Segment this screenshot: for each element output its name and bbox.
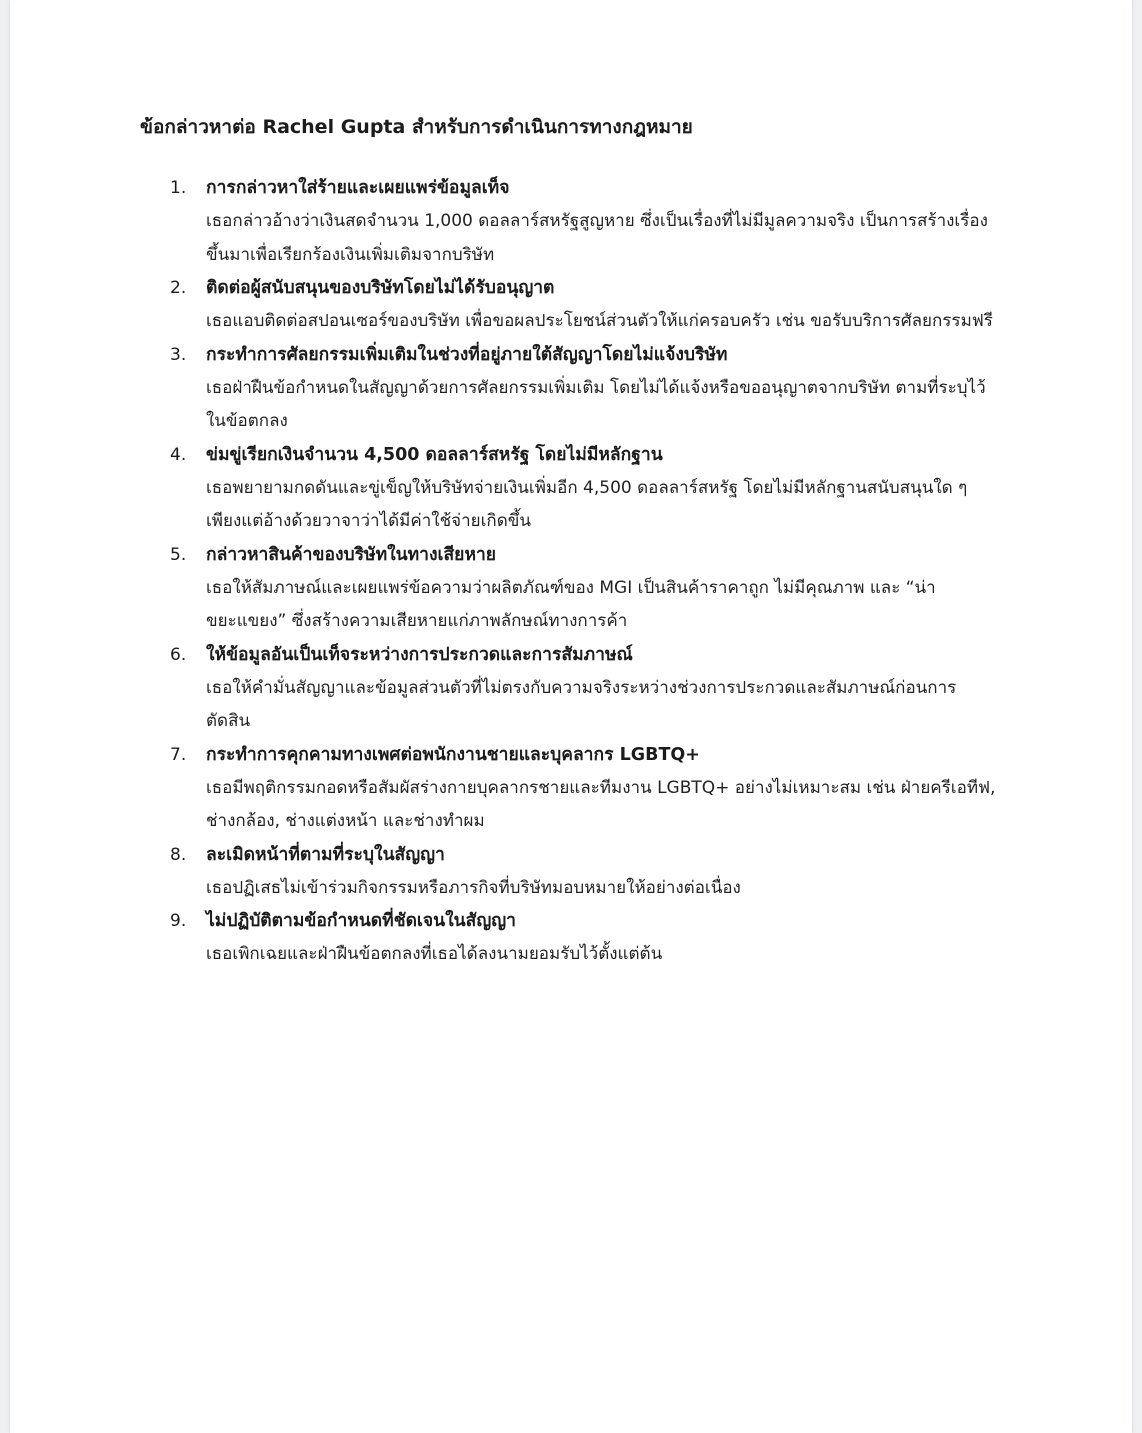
item-body: เธอให้สัมภาษณ์และเผยแพร่ข้อความว่าผลิตภัณฑ์ของ MGI เป็นสินค้าราคาถูก ไม่มีคุณภาพ และ “น่าขยะแขยง” ซึ่งสร้างความเสียหายแก่ภาพลักษณ์ทางการค้า — [206, 577, 936, 631]
item-body: เธอฝ่าฝืนข้อกำหนดในสัญญาด้วยการศัลยกรรมเพิ่มเติม โดยไม่ได้แจ้งหรือขออนุญาตจากบริษัท ตามที่ระบุไว้ในข้อตกลง — [206, 377, 986, 431]
allegation-item — [140, 639, 1000, 739]
item-heading: ละเมิดหน้าที่ตามที่ระบุในสัญญา — [206, 844, 445, 865]
allegation-item — [140, 339, 1000, 439]
item-number: 9. — [170, 911, 187, 931]
item-body: เธอเพิกเฉยและฝ่าฝืนข้อตกลงที่เธอได้ลงนามยอมรับไว้ตั้งแต่ต้น — [206, 944, 663, 964]
allegation-item — [140, 439, 1000, 539]
item-body: เธอมีพฤติกรรมกอดหรือสัมผัสร่างกายบุคลากรชายและทีมงาน LGBTQ+ อย่างไม่เหมาะสม เช่น ฝ่ายครีเอทีฟ, ช่างกล้อง, ช่างแต่งหน้า และช่างทำผม — [206, 777, 996, 831]
item-number: 5. — [170, 544, 187, 565]
allegation-item — [140, 272, 1000, 339]
item-heading: กระทำการศัลยกรรมเพิ่มเติมในช่วงที่อยู่ภายใต้สัญญาโดยไม่แจ้งบริษัท — [206, 344, 728, 365]
allegation-list — [140, 172, 1000, 972]
document-page — [10, 0, 1132, 1433]
item-heading: ให้ข้อมูลอันเป็นเท็จระหว่างการประกวดและการสัมภาษณ์ — [206, 644, 633, 665]
item-number: 4. — [170, 444, 187, 465]
document-content — [140, 110, 1000, 972]
item-heading: กระทำการคุกคามทางเพศต่อพนักงานชายและบุคลากร LGBTQ+ — [206, 744, 700, 765]
allegation-item — [140, 739, 1000, 839]
item-number: 7. — [170, 744, 187, 765]
item-heading: การกล่าวหาใส่ร้ายและเผยแพร่ข้อมูลเท็จ — [206, 178, 510, 198]
item-number: 3. — [170, 344, 187, 365]
item-body: เธอกล่าวอ้างว่าเงินสดจำนวน 1,000 ดอลลาร์สหรัฐสูญหาย ซึ่งเป็นเรื่องที่ไม่มีมูลความจริง เป็นการสร้างเรื่องขึ้นมาเพื่อเรียกร้องเงินเพิ่มเติมจากบริษัท — [206, 211, 988, 265]
item-body: เธอแอบติดต่อสปอนเซอร์ของบริษัท เพื่อขอผลประโยชน์ส่วนตัวให้แก่ครอบครัว เช่น ขอรับบริการศัลยกรรมฟรี — [206, 311, 993, 331]
item-heading: ติดต่อผู้สนับสนุนของบริษัทโดยไม่ได้รับอนุญาต — [206, 278, 555, 298]
item-heading: ไม่ปฏิบัติตามข้อกำหนดที่ชัดเจนในสัญญา — [206, 911, 516, 931]
allegation-item — [140, 539, 1000, 639]
item-number: 2. — [170, 278, 187, 298]
document-title: ข้อกล่าวหาต่อ Rachel Gupta สำหรับการดำเนินการทางกฎหมาย — [140, 116, 693, 138]
allegation-item — [140, 839, 1000, 906]
allegation-item — [140, 172, 1000, 272]
item-heading: กล่าวหาสินค้าของบริษัทในทางเสียหาย — [206, 544, 497, 565]
item-number: 1. — [170, 178, 187, 198]
item-number: 6. — [170, 644, 187, 665]
item-body: เธอปฏิเสธไม่เข้าร่วมกิจกรรมหรือภารกิจที่บริษัทมอบหมายให้อย่างต่อเนื่อง — [206, 877, 741, 898]
item-body: เธอให้คำมั่นสัญญาและข้อมูลส่วนตัวที่ไม่ตรงกับความจริงระหว่างช่วงการประกวดและสัมภาษณ์ก่อนการตัดสิน — [206, 677, 957, 731]
allegation-item — [140, 905, 1000, 972]
item-number: 8. — [170, 844, 187, 865]
item-body: เธอพยายามกดดันและขู่เข็ญให้บริษัทจ่ายเงินเพิ่มอีก 4,500 ดอลลาร์สหรัฐ โดยไม่มีหลักฐานสนับสนุนใด ๆ เพียงแต่อ้างด้วยวาจาว่าได้มีค่าใช้จ่ายเกิดขึ้น — [206, 477, 968, 531]
item-heading: ข่มขู่เรียกเงินจำนวน 4,500 ดอลลาร์สหรัฐ โดยไม่มีหลักฐาน — [206, 444, 663, 465]
